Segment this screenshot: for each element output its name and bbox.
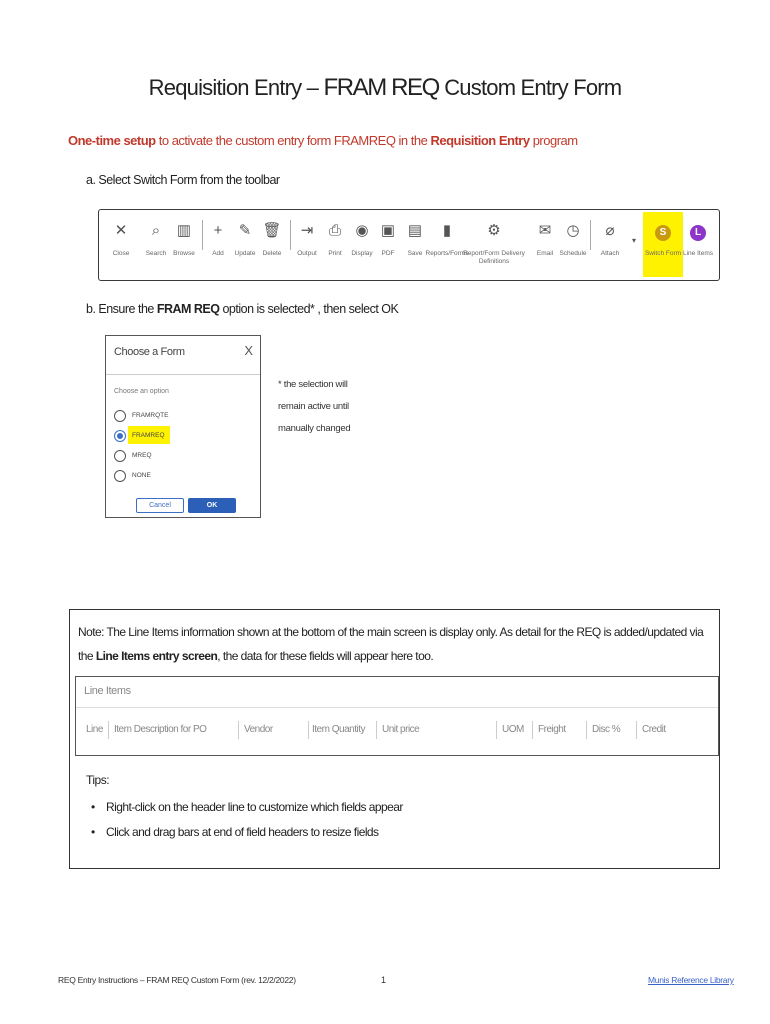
intro-end: program (529, 133, 578, 148)
browse-icon: ▥ (176, 222, 192, 239)
toolbar-delivery-button[interactable] (463, 210, 525, 280)
option-label: NONE (132, 472, 151, 479)
intro-middle: to activate the custom entry form FRAMREQ in the (155, 133, 431, 148)
toolbar-label: Reports/Forms (425, 250, 469, 257)
toolbar-label: Browse (173, 250, 195, 257)
dialog-title: Choose a Form (114, 346, 185, 358)
column-header[interactable]: Freight (538, 724, 566, 735)
paperclip-icon: ⌀ (605, 222, 615, 239)
line-items-icon (683, 222, 713, 240)
tip-item (91, 800, 403, 814)
column-header[interactable]: Vendor (244, 724, 273, 735)
clock-icon: ◷ (566, 222, 580, 239)
step-b-prefix: b. Ensure the (86, 302, 157, 316)
pencil-icon: ✎ (238, 222, 252, 239)
intro-text (68, 133, 578, 148)
reference-library-link[interactable]: Munis Reference Library (648, 975, 734, 985)
switch-form-icon (648, 222, 678, 240)
dialog-divider (106, 374, 260, 375)
line-items-panel (75, 676, 719, 756)
close-icon: ✕ (114, 222, 128, 239)
display-icon: ◉ (355, 222, 369, 239)
step-b (86, 302, 398, 316)
column-resize-bar[interactable] (636, 721, 637, 739)
column-resize-bar[interactable] (108, 721, 109, 739)
toolbar-divider (290, 220, 291, 250)
option-label: FRAMREQ (132, 432, 165, 439)
toolbar-close-button[interactable] (106, 210, 136, 280)
toolbar-label: Attach (600, 250, 620, 257)
step-b-suffix: option is selected* , then select OK (219, 302, 399, 316)
toolbar-label: Close (112, 250, 130, 257)
title-suffix: Custom Entry Form (438, 75, 622, 100)
toolbar-delete-button[interactable] (257, 210, 287, 280)
step-a: a. Select Switch Form from the toolbar (86, 173, 280, 187)
toolbar-label: Search (145, 250, 167, 257)
title-prefix: Requisition Entry – (148, 75, 324, 100)
intro-setup: One-time setup (68, 133, 156, 148)
selection-note: * the selection will remain active until manually changed (278, 379, 351, 434)
column-header[interactable]: Item Description for PO (114, 724, 207, 735)
toolbar-label: PDF (381, 250, 395, 257)
toolbar-label: Display (351, 250, 373, 257)
column-header[interactable]: UOM (502, 724, 524, 735)
toolbar-schedule-button[interactable] (558, 210, 588, 280)
close-icon[interactable]: X (244, 343, 253, 358)
toolbar-print-button[interactable] (320, 210, 350, 280)
bullet-icon: • (91, 825, 95, 839)
toolbar-line-items-button[interactable] (683, 210, 713, 280)
toolbar-label: Report/Form Delivery Definitions (463, 250, 525, 265)
tip-text: Right-click on the header line to customize which fields appear (106, 800, 403, 814)
page-title (0, 74, 770, 102)
column-header[interactable]: Item Quantity (312, 724, 365, 735)
column-resize-bar[interactable] (496, 721, 497, 739)
column-resize-bar[interactable] (586, 721, 587, 739)
add-icon: + (213, 222, 223, 239)
column-header[interactable]: Line (86, 724, 103, 735)
toolbar-label: Update (234, 250, 256, 257)
search-icon: ⌕ (151, 222, 161, 239)
line-items-title: Line Items (84, 685, 131, 697)
note-text (78, 620, 718, 668)
toolbar-label: Output (297, 250, 317, 257)
column-header[interactable]: Unit price (382, 724, 420, 735)
toolbar-label: Print (328, 250, 342, 257)
column-resize-bar[interactable] (308, 721, 309, 739)
radio-button[interactable] (114, 470, 126, 482)
column-header[interactable]: Disc % (592, 724, 621, 735)
attach-dropdown[interactable] (619, 210, 649, 280)
toolbar-save-button[interactable] (400, 210, 430, 280)
toolbar-reports-button[interactable] (425, 210, 469, 280)
footer-doc-title: REQ Entry Instructions – FRAM REQ Custom Form (rev. 12/2/2022) (58, 975, 296, 985)
document-icon: ▮ (442, 222, 452, 239)
radio-button-selected[interactable] (114, 430, 126, 442)
toolbar-label: Email (536, 250, 554, 257)
radio-button[interactable] (114, 410, 126, 422)
option-label: FRAMRQTE (132, 412, 169, 419)
toolbar-update-button[interactable] (230, 210, 260, 280)
toolbar-label: Schedule (559, 250, 587, 257)
note-text-part1: Note: The Line Items information shown at the bottom of the main screen is display only. As detail for the REQ is added/updated via the (78, 625, 704, 663)
cancel-button[interactable]: Cancel (136, 498, 184, 513)
note-text-part2: , the data for these fields will appear here too. (217, 649, 434, 663)
tip-item (91, 825, 379, 839)
step-b-bold: FRAM REQ (156, 302, 220, 316)
gear-icon: ⚙ (487, 222, 501, 239)
dialog-label: Choose an option (114, 388, 169, 395)
tip-text: Click and drag bars at end of field headers to resize fields (106, 825, 379, 839)
trash-icon: 🗑 (262, 222, 282, 239)
toolbar-output-button[interactable] (292, 210, 322, 280)
column-resize-bar[interactable] (532, 721, 533, 739)
title-form-name: FRAM REQ (323, 74, 439, 101)
toolbar-add-button[interactable] (203, 210, 233, 280)
column-resize-bar[interactable] (376, 721, 377, 739)
toolbar-label: Delete (262, 250, 282, 257)
ok-button[interactable]: OK (188, 498, 236, 513)
toolbar-label: Add (212, 250, 224, 257)
email-icon: ✉ (538, 222, 552, 239)
choose-form-dialog (105, 335, 261, 518)
bullet-icon: • (91, 800, 95, 814)
pdf-icon: ▣ (380, 222, 396, 239)
output-icon: ⇥ (300, 222, 314, 239)
save-icon: ▤ (407, 222, 423, 239)
note-box (69, 609, 720, 869)
toolbar-switch-form-button[interactable] (644, 210, 682, 280)
toolbar-label: Switch Form (644, 250, 682, 257)
toolbar-label: Save (407, 250, 423, 257)
radio-button[interactable] (114, 450, 126, 462)
page-number: 1 (381, 975, 387, 985)
column-header[interactable]: Credit (642, 724, 666, 735)
toolbar-browse-button[interactable] (169, 210, 199, 280)
chevron-down-icon: ▾ (631, 236, 636, 245)
toolbar-search-button[interactable] (141, 210, 171, 280)
line-items-glyph: L (690, 225, 706, 241)
line-items-divider (76, 707, 718, 708)
option-label: MREQ (132, 452, 152, 459)
toolbar (98, 209, 720, 281)
column-resize-bar[interactable] (238, 721, 239, 739)
switch-form-glyph: S (655, 225, 671, 241)
toolbar-pdf-button[interactable] (373, 210, 403, 280)
toolbar-email-button[interactable] (530, 210, 560, 280)
print-icon: ⎙ (328, 222, 341, 239)
intro-program: Requisition Entry (430, 133, 530, 148)
toolbar-label: Line Items (683, 250, 713, 257)
tips-heading: Tips: (86, 773, 110, 787)
note-text-bold: Line Items entry screen (95, 649, 218, 663)
toolbar-divider (590, 220, 591, 250)
